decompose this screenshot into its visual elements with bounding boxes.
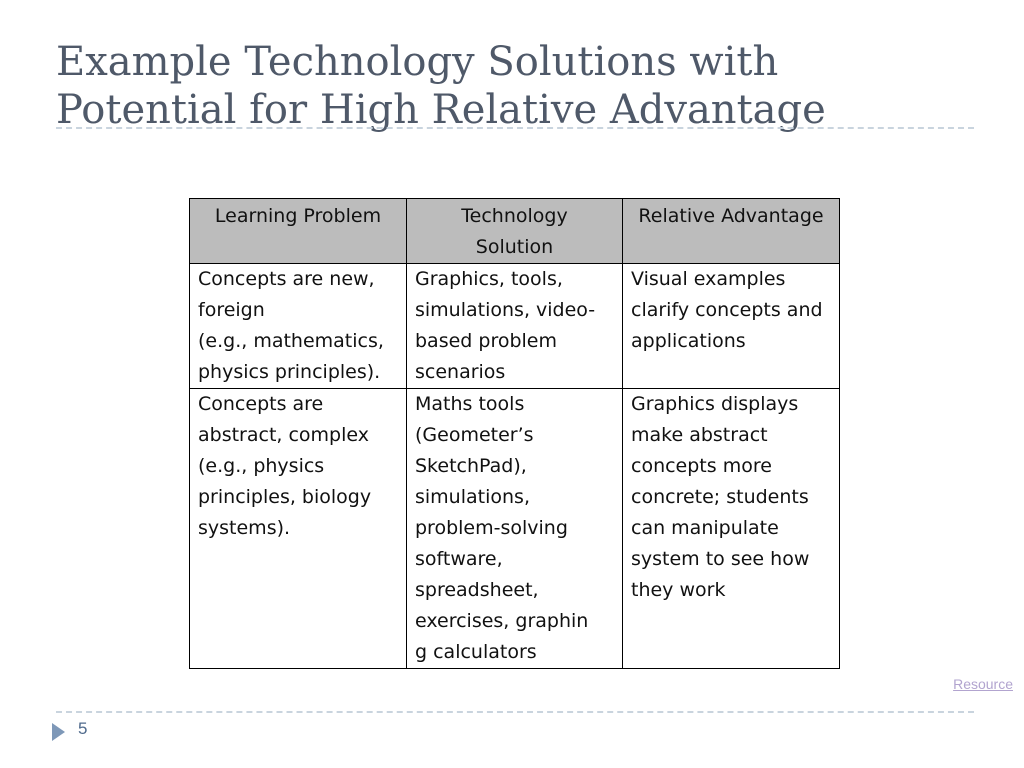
slide-title xyxy=(56,38,956,134)
slide-title-line-1: Example Technology Solutions with xyxy=(56,39,779,85)
slide-title-line-2: Potential for High Relative Advantage xyxy=(56,87,826,133)
table-row xyxy=(190,264,840,389)
table-cell-solution: Maths tools (Geometer’s SketchPad), simulations, problem-solving software, spreadsheet, exercises, graphin g calculators xyxy=(407,389,623,669)
page-number: 5 xyxy=(78,719,88,738)
footer-divider xyxy=(56,711,974,713)
table-cell-problem: Concepts are new, foreign (e.g., mathematics, physics principles). xyxy=(190,264,407,389)
solutions-table xyxy=(189,198,840,669)
table-header-row xyxy=(190,199,840,264)
triangle-bullet-icon xyxy=(52,723,65,741)
table-cell-solution: Graphics, tools, simulations, video-based problem scenarios xyxy=(407,264,623,389)
header-relative-advantage: Relative Advantage xyxy=(623,199,840,264)
resource-link[interactable]: Resource xyxy=(953,676,1013,692)
table-cell-advantage: Graphics displays make abstract concepts more concrete; students can manipulate system to see how they work xyxy=(623,389,840,669)
table-row xyxy=(190,389,840,669)
title-divider xyxy=(56,127,974,129)
table-cell-advantage: Visual examples clarify concepts and applications xyxy=(623,264,840,389)
table-cell-problem: Concepts are abstract, complex (e.g., physics principles, biology systems). xyxy=(190,389,407,669)
header-technology-solution: Technology Solution xyxy=(407,199,623,264)
header-learning-problem: Learning Problem xyxy=(190,199,407,264)
